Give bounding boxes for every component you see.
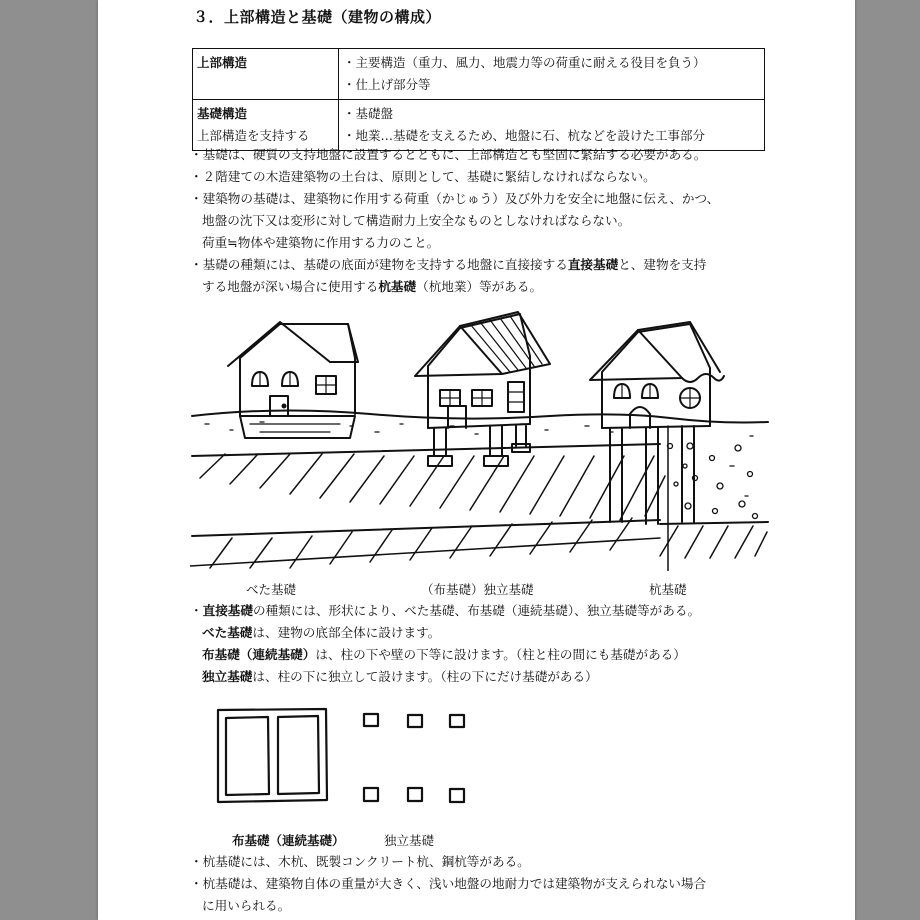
bullet-text: [190, 254, 719, 276]
bullet-text: 荷重≒物体や建築物に作用する力のこと。: [202, 235, 440, 250]
caption-nuno-dokuritsu: （布基礎）独立基礎: [421, 582, 534, 597]
table-cell-items: [339, 49, 765, 100]
table-row: [193, 100, 765, 151]
structure-table: [192, 48, 765, 151]
text-bold: 独立基礎: [202, 669, 253, 684]
bullet-text: ・基礎は、硬質の支持地盤に設置するとともに、上部構造とも堅固に緊結する必要がある。: [190, 147, 707, 162]
row-sublabel: 上部構造を支持する: [197, 128, 310, 143]
section-heading: ３．上部構造と基礎（建物の構成）: [193, 8, 442, 26]
bullet-text: ・建築物の基礎は、建築物に作用する荷重（かじゅう）及び外力を安全に地盤に伝え、かつ、: [190, 191, 720, 206]
bullet-text: に用いられる。: [202, 898, 291, 913]
foundation-notes: [190, 144, 719, 298]
table-cell-items: [339, 100, 765, 151]
text-bold: 直接基礎: [202, 603, 253, 618]
row-item: ・仕上げ部分等: [343, 77, 431, 92]
text-bold: 杭基礎: [378, 279, 417, 294]
text-bold: 布基礎（連続基礎）: [202, 647, 316, 662]
table-cell-label: [193, 100, 339, 151]
caption-nuno: 布基礎（連続基礎）: [232, 833, 345, 848]
text-run: は、柱の下や壁の下等に設けます。（柱と柱の間にも基礎がある）: [315, 647, 686, 662]
bullet-text: [190, 644, 700, 666]
row-item: ・地業…基礎を支えるため、地盤に石、杭などを設けた工事部分: [343, 128, 706, 143]
text-run: は、柱の下に独立して設けます。（柱の下にだけ基礎がある）: [252, 669, 598, 684]
document-page: [98, 0, 855, 920]
caption-beta: べた基礎: [246, 582, 297, 597]
foundation-illustration: [190, 306, 770, 571]
text-run: ・基礎の種類には、基礎の底面が建物を支持する地盤に直接接する: [190, 257, 568, 272]
text-run: と、建物を支持: [618, 257, 707, 272]
text-run: の種類には、形状により、べた基礎、布基礎（連続基礎）、独立基礎等がある。: [252, 603, 701, 618]
pile-foundation-notes: [190, 851, 706, 917]
text-run: する地盤が深い場合に使用する: [202, 279, 379, 294]
foundation-plan-illustration: [206, 700, 486, 830]
bullet-text: [190, 666, 700, 688]
bullet-text: ・杭基礎には、木杭、既製コンクリート杭、鋼杭等がある。: [190, 854, 530, 869]
bullet-text: 地盤の沈下又は変形に対して構造耐力上安全なものとしなければならない。: [202, 213, 631, 228]
table-row: [193, 49, 765, 100]
row-label: 基礎構造: [197, 106, 248, 121]
row-label: 上部構造: [197, 55, 248, 70]
text-bold: べた基礎: [202, 625, 253, 640]
bullet-text: [190, 600, 700, 622]
text-bold: 直接基礎: [567, 257, 619, 272]
bullet-text: [190, 622, 700, 644]
row-item: ・基礎盤: [343, 106, 394, 121]
text-run: は、建物の底部全体に設けます。: [252, 625, 441, 640]
bullet-text: ・杭基礎は、建築物自体の重量が大きく、浅い地盤の地耐力では建築物が支えられない場合: [190, 876, 707, 891]
direct-foundation-notes: [190, 600, 700, 688]
bullet-text: [190, 276, 719, 298]
text-run: ・: [190, 603, 203, 618]
caption-dokuritsu: 独立基礎: [384, 833, 435, 848]
bullet-text: ・２階建ての木造建築物の土台は、原則として、基礎に緊結しなければならない。: [190, 169, 656, 184]
text-run: （杭地業）等がある。: [416, 279, 543, 294]
row-item: ・主要構造（重力、風力、地震力等の荷重に耐える役目を負う）: [343, 55, 706, 70]
table-cell-label: [193, 49, 339, 100]
caption-kui: 杭基礎: [649, 582, 687, 597]
